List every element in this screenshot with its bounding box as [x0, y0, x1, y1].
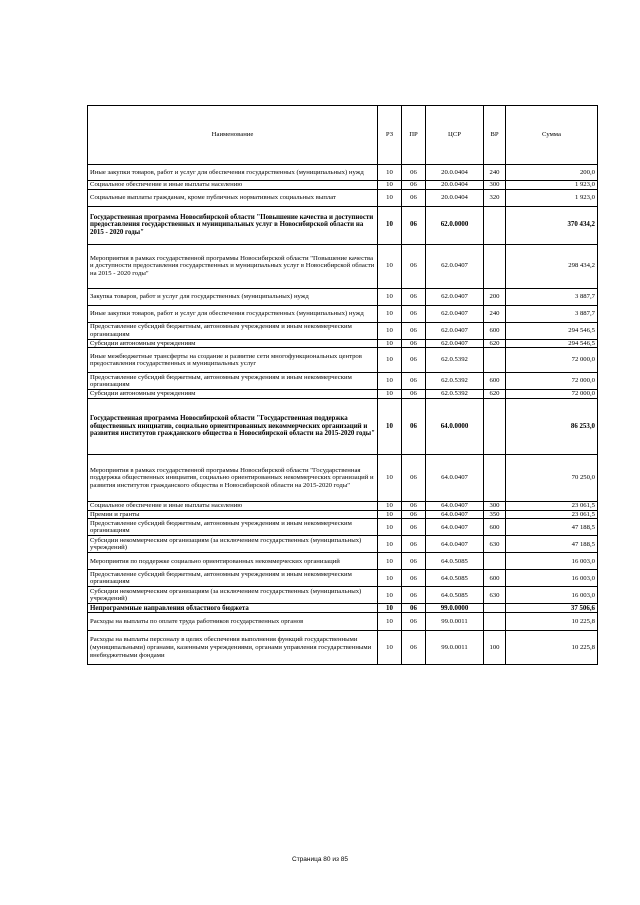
row-name: Закупка товаров, работ и услуг для государственных (муниципальных) нужд	[88, 288, 378, 305]
row-vr	[484, 604, 506, 613]
table-row	[88, 631, 598, 665]
row-rz: 10	[378, 631, 402, 665]
row-rz: 10	[378, 181, 402, 190]
row-csr: 62.0.0407	[426, 288, 484, 305]
row-sum: 37 506,6	[506, 604, 598, 613]
row-sum: 72 000,0	[506, 348, 598, 373]
row-csr: 64.0.5085	[426, 587, 484, 604]
row-name: Социальное обеспечение и иные выплаты населению	[88, 502, 378, 511]
row-vr: 320	[484, 189, 506, 206]
row-pr: 06	[402, 165, 426, 181]
table-row	[88, 455, 598, 502]
row-rz: 10	[378, 165, 402, 181]
row-vr: 350	[484, 510, 506, 519]
row-csr: 62.0.5392	[426, 390, 484, 399]
row-pr: 06	[402, 206, 426, 244]
table-row	[88, 165, 598, 181]
row-sum: 16 003,0	[506, 570, 598, 587]
table-row	[88, 181, 598, 190]
table-row	[88, 502, 598, 511]
row-name: Субсидии автономным учреждениям	[88, 390, 378, 399]
row-pr: 06	[402, 536, 426, 553]
row-sum: 294 546,5	[506, 339, 598, 348]
row-csr: 62.0.5392	[426, 373, 484, 390]
row-name: Предоставление субсидий бюджетным, автономным учреждениям и иным некоммерческим организациям	[88, 570, 378, 587]
row-pr: 06	[402, 604, 426, 613]
row-sum: 72 000,0	[506, 390, 598, 399]
row-name: Предоставление субсидий бюджетным, автономным учреждениям и иным некоммерческим организациям	[88, 322, 378, 339]
table-row	[88, 348, 598, 373]
row-vr	[484, 455, 506, 502]
row-name: Государственная программа Новосибирской области "Государственная поддержка общественных инициатив, социально ориентированных некоммерческих организаций и развития институтов гражданского общества в Новосибирской области на 2015-2020 годы"	[88, 399, 378, 455]
table-row	[88, 399, 598, 455]
row-rz: 10	[378, 519, 402, 536]
row-sum: 72 000,0	[506, 373, 598, 390]
row-csr: 64.0.5085	[426, 553, 484, 570]
row-rz: 10	[378, 288, 402, 305]
row-vr: 200	[484, 288, 506, 305]
row-name: Расходы на выплаты персоналу в целях обеспечения выполнения функций государственными (муниципальными) органами, казенными учреждениями, органами управления государственными внебюджетными фондами	[88, 631, 378, 665]
row-rz: 10	[378, 604, 402, 613]
row-vr: 620	[484, 390, 506, 399]
row-name: Мероприятия в рамках государственной программы Новосибирской области "Государственная поддержка общественных инициатив, социально ориентированных некоммерческих организаций и развития институтов гражданского общества в Новосибирской области на 2015-2020 годы"	[88, 455, 378, 502]
row-rz: 10	[378, 244, 402, 288]
row-csr: 62.0.5392	[426, 348, 484, 373]
row-rz: 10	[378, 553, 402, 570]
row-sum: 23 061,5	[506, 510, 598, 519]
row-name: Социальные выплаты гражданам, кроме публичных нормативных социальных выплат	[88, 189, 378, 206]
table-row	[88, 587, 598, 604]
row-csr: 20.0.0404	[426, 181, 484, 190]
row-name: Субсидии некоммерческим организациям (за исключением государственных (муниципальных) учреждений)	[88, 587, 378, 604]
table-row	[88, 390, 598, 399]
row-vr: 620	[484, 339, 506, 348]
row-rz: 10	[378, 570, 402, 587]
row-name: Предоставление субсидий бюджетным, автономным учреждениям и иным некоммерческим организациям	[88, 373, 378, 390]
table-row	[88, 553, 598, 570]
row-csr: 62.0.0407	[426, 244, 484, 288]
row-pr: 06	[402, 631, 426, 665]
row-rz: 10	[378, 339, 402, 348]
row-name: Субсидии автономным учреждениям	[88, 339, 378, 348]
row-csr: 20.0.0404	[426, 189, 484, 206]
row-vr	[484, 244, 506, 288]
header-sum: Сумма	[506, 106, 598, 165]
row-csr: 62.0.0407	[426, 339, 484, 348]
row-vr: 300	[484, 502, 506, 511]
row-csr: 64.0.0407	[426, 536, 484, 553]
row-sum: 10 225,8	[506, 613, 598, 631]
row-rz: 10	[378, 455, 402, 502]
row-sum: 3 887,7	[506, 288, 598, 305]
row-vr: 300	[484, 181, 506, 190]
row-name: Социальное обеспечение и иные выплаты населению	[88, 181, 378, 190]
row-vr	[484, 348, 506, 373]
row-vr	[484, 399, 506, 455]
budget-table	[87, 105, 598, 665]
row-sum: 16 003,0	[506, 553, 598, 570]
header-vr: ВР	[484, 106, 506, 165]
row-sum: 70 250,0	[506, 455, 598, 502]
row-pr: 06	[402, 587, 426, 604]
row-name: Расходы на выплаты по оплате труда работников государственных органов	[88, 613, 378, 631]
row-csr: 62.0.0407	[426, 322, 484, 339]
row-pr: 06	[402, 373, 426, 390]
table-row	[88, 510, 598, 519]
row-sum: 47 188,5	[506, 536, 598, 553]
row-vr	[484, 206, 506, 244]
row-csr: 64.0.0000	[426, 399, 484, 455]
row-pr: 06	[402, 502, 426, 511]
row-csr: 64.0.0407	[426, 510, 484, 519]
table-row	[88, 206, 598, 244]
table-row	[88, 536, 598, 553]
row-pr: 06	[402, 244, 426, 288]
table-row	[88, 322, 598, 339]
row-rz: 10	[378, 322, 402, 339]
row-name: Государственная программа Новосибирской области "Повышение качества и доступности предоставления государственных и муниципальных услуг в Новосибирской области на 2015 - 2020 годы"	[88, 206, 378, 244]
row-name: Мероприятия по поддержке социально ориентированных некоммерческих организаций	[88, 553, 378, 570]
row-sum: 23 061,5	[506, 502, 598, 511]
header-name: Наименование	[88, 106, 378, 165]
table-row	[88, 305, 598, 322]
row-pr: 06	[402, 570, 426, 587]
row-pr: 06	[402, 510, 426, 519]
row-rz: 10	[378, 373, 402, 390]
row-csr: 99.0.0011	[426, 631, 484, 665]
row-csr: 62.0.0407	[426, 305, 484, 322]
row-sum: 294 546,5	[506, 322, 598, 339]
row-sum: 1 923,0	[506, 189, 598, 206]
row-pr: 06	[402, 455, 426, 502]
row-pr: 06	[402, 613, 426, 631]
row-name: Непрограммные направления областного бюджета	[88, 604, 378, 613]
table-row	[88, 570, 598, 587]
row-rz: 10	[378, 348, 402, 373]
row-name: Мероприятия в рамках государственной программы Новосибирской области "Повышение качества и доступности предоставления государственных и муниципальных услуг в Новосибирской области на 2015 - 2020 годы"	[88, 244, 378, 288]
row-name: Иные межбюджетные трансферты на создание и развитие сети многофункциональных центров предоставления государственных и муниципальных услуг	[88, 348, 378, 373]
row-vr: 600	[484, 322, 506, 339]
row-vr: 630	[484, 587, 506, 604]
row-sum: 370 434,2	[506, 206, 598, 244]
row-pr: 06	[402, 553, 426, 570]
row-vr	[484, 613, 506, 631]
row-vr: 240	[484, 165, 506, 181]
row-rz: 10	[378, 206, 402, 244]
table-row	[88, 519, 598, 536]
row-sum: 200,0	[506, 165, 598, 181]
row-sum: 10 225,8	[506, 631, 598, 665]
table-row	[88, 339, 598, 348]
row-rz: 10	[378, 613, 402, 631]
row-csr: 20.0.0404	[426, 165, 484, 181]
row-csr: 64.0.5085	[426, 570, 484, 587]
row-sum: 3 887,7	[506, 305, 598, 322]
header-csr: ЦСР	[426, 106, 484, 165]
row-pr: 06	[402, 399, 426, 455]
row-csr: 99.0.0011	[426, 613, 484, 631]
table-row	[88, 373, 598, 390]
row-rz: 10	[378, 305, 402, 322]
table-row	[88, 189, 598, 206]
row-vr: 600	[484, 519, 506, 536]
table-row	[88, 613, 598, 631]
row-sum: 298 434,2	[506, 244, 598, 288]
row-csr: 64.0.0407	[426, 502, 484, 511]
header-rz: РЗ	[378, 106, 402, 165]
row-csr: 64.0.0407	[426, 519, 484, 536]
row-pr: 06	[402, 348, 426, 373]
row-name: Предоставление субсидий бюджетным, автономным учреждениям и иным некоммерческим организациям	[88, 519, 378, 536]
row-sum: 86 253,0	[506, 399, 598, 455]
row-rz: 10	[378, 587, 402, 604]
row-sum: 47 188,5	[506, 519, 598, 536]
row-pr: 06	[402, 519, 426, 536]
row-pr: 06	[402, 189, 426, 206]
row-pr: 06	[402, 390, 426, 399]
row-name: Иные закупки товаров, работ и услуг для обеспечения государственных (муниципальных) нужд	[88, 165, 378, 181]
row-sum: 16 003,0	[506, 587, 598, 604]
row-vr	[484, 553, 506, 570]
row-rz: 10	[378, 189, 402, 206]
row-vr: 600	[484, 373, 506, 390]
row-rz: 10	[378, 390, 402, 399]
row-vr: 100	[484, 631, 506, 665]
table-header-row	[88, 106, 598, 165]
row-pr: 06	[402, 339, 426, 348]
page-footer: Страница 80 из 85	[292, 856, 348, 863]
table-row	[88, 604, 598, 613]
row-sum: 1 923,0	[506, 181, 598, 190]
table-row	[88, 244, 598, 288]
row-name: Субсидии некоммерческим организациям (за исключением государственных (муниципальных) учреждений)	[88, 536, 378, 553]
row-rz: 10	[378, 536, 402, 553]
row-pr: 06	[402, 181, 426, 190]
row-csr: 62.0.0000	[426, 206, 484, 244]
row-rz: 10	[378, 399, 402, 455]
row-pr: 06	[402, 288, 426, 305]
row-vr: 630	[484, 536, 506, 553]
header-pr: ПР	[402, 106, 426, 165]
row-csr: 64.0.0407	[426, 455, 484, 502]
row-csr: 99.0.0000	[426, 604, 484, 613]
table-row	[88, 288, 598, 305]
row-pr: 06	[402, 322, 426, 339]
row-vr: 600	[484, 570, 506, 587]
row-name: Премии и гранты	[88, 510, 378, 519]
row-rz: 10	[378, 502, 402, 511]
row-vr: 240	[484, 305, 506, 322]
row-name: Иные закупки товаров, работ и услуг для обеспечения государственных (муниципальных) нужд	[88, 305, 378, 322]
row-rz: 10	[378, 510, 402, 519]
row-pr: 06	[402, 305, 426, 322]
